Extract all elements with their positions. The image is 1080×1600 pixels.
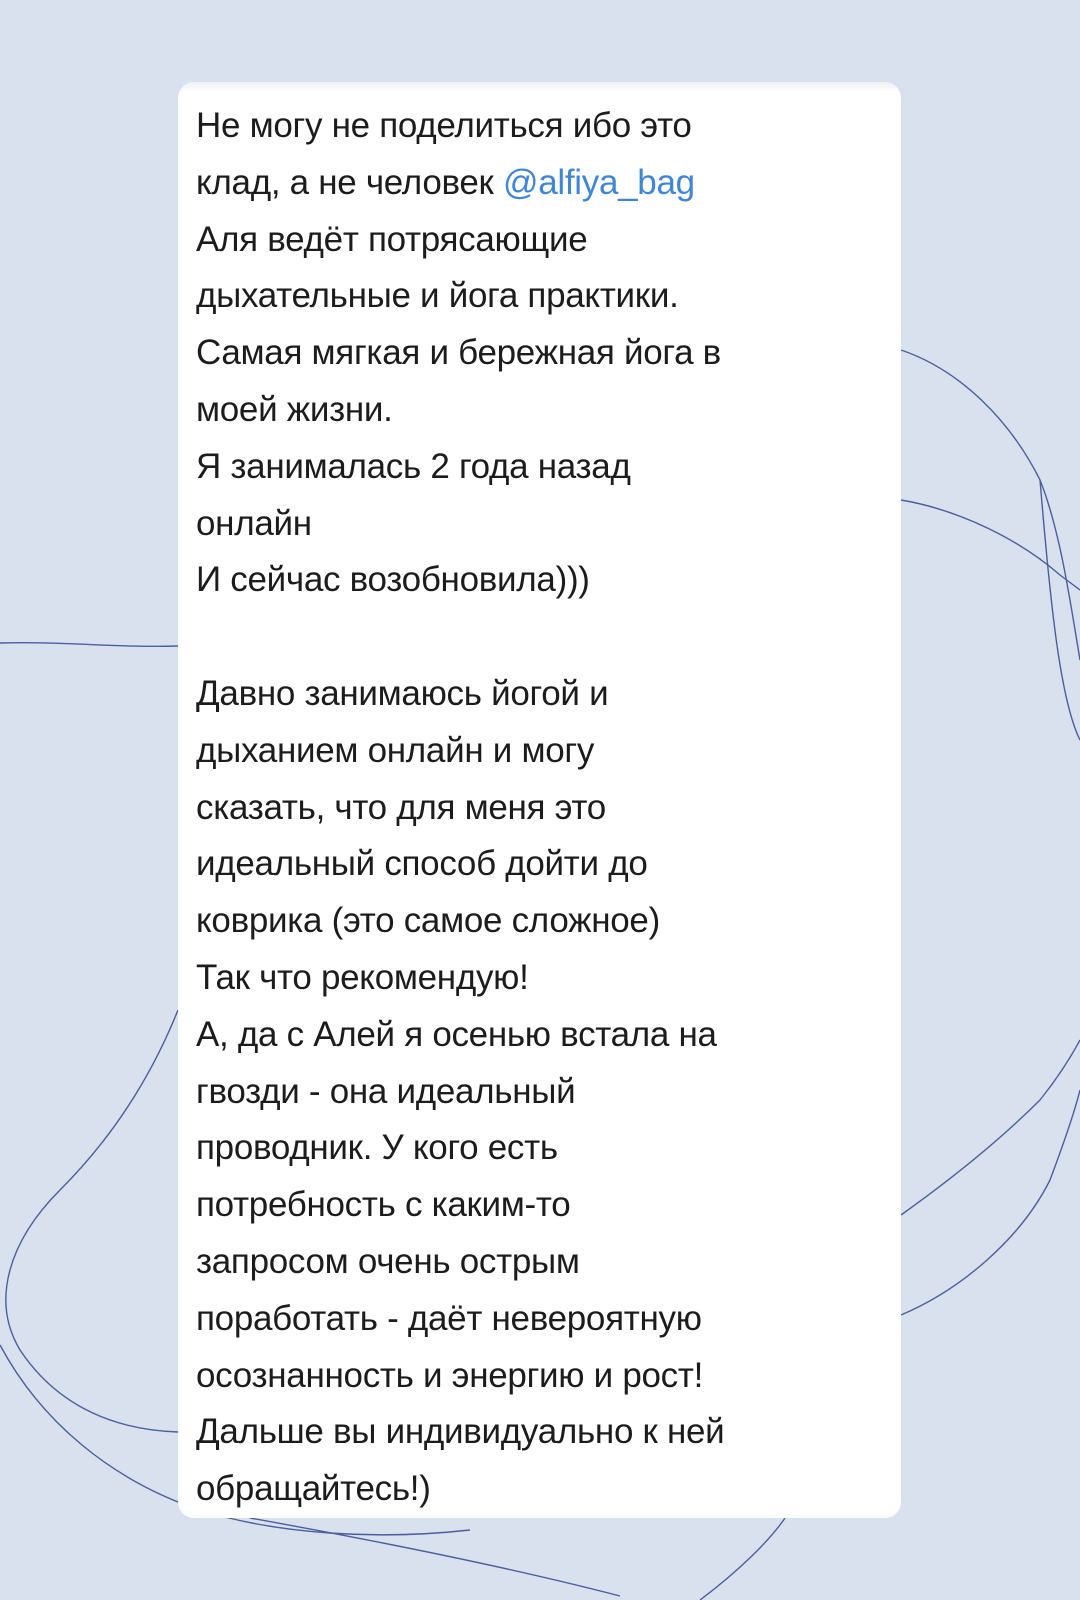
message-line: Дальше вы индивидуально к ней: [196, 1412, 725, 1452]
message-line: Самая мягкая и бережная йога в: [196, 333, 721, 373]
message-line: обращайтесь!): [196, 1469, 431, 1509]
message-line: проводник. У кого есть: [196, 1128, 558, 1168]
message-line: поработать - даёт невероятную: [196, 1298, 702, 1338]
message-line: сказать, что для меня это: [196, 787, 606, 827]
message-line: Не могу не поделиться ибо это: [196, 106, 692, 145]
message-line: Я занималась 2 года назад: [196, 446, 631, 486]
message-line: коврика (это самое сложное): [196, 901, 660, 941]
message-line-text: клад, а не человек: [196, 162, 503, 202]
message-line: потребность с каким-то: [196, 1185, 571, 1225]
paragraph-spacer: [196, 609, 883, 666]
message-line: Аля ведёт потрясающие: [196, 219, 588, 259]
message-line: [196, 155, 883, 212]
message-line: идеальный способ дойти до: [196, 844, 648, 884]
message-line: гвозди - она идеальный: [196, 1071, 576, 1111]
message-line: дыхательные и йога практики.: [196, 276, 679, 316]
message-line: Давно занимаюсь йогой и: [196, 673, 609, 713]
mention-link[interactable]: @alfiya_bag: [503, 162, 695, 202]
message-line: запросом очень острым: [196, 1241, 580, 1281]
message-line: онлайн: [196, 503, 312, 543]
card-top-shadow: [178, 82, 901, 92]
message-line: дыханием онлайн и могу: [196, 730, 595, 770]
message-line: А, да с Алей я осенью встала на: [196, 1014, 717, 1054]
message-line: моей жизни.: [196, 389, 393, 429]
message-line: осознанность и энергию и рост!: [196, 1355, 704, 1395]
message-line: Так что рекомендую!: [196, 957, 529, 997]
message-line: И сейчас возобновила))): [196, 560, 590, 600]
message-card: [178, 82, 901, 1518]
